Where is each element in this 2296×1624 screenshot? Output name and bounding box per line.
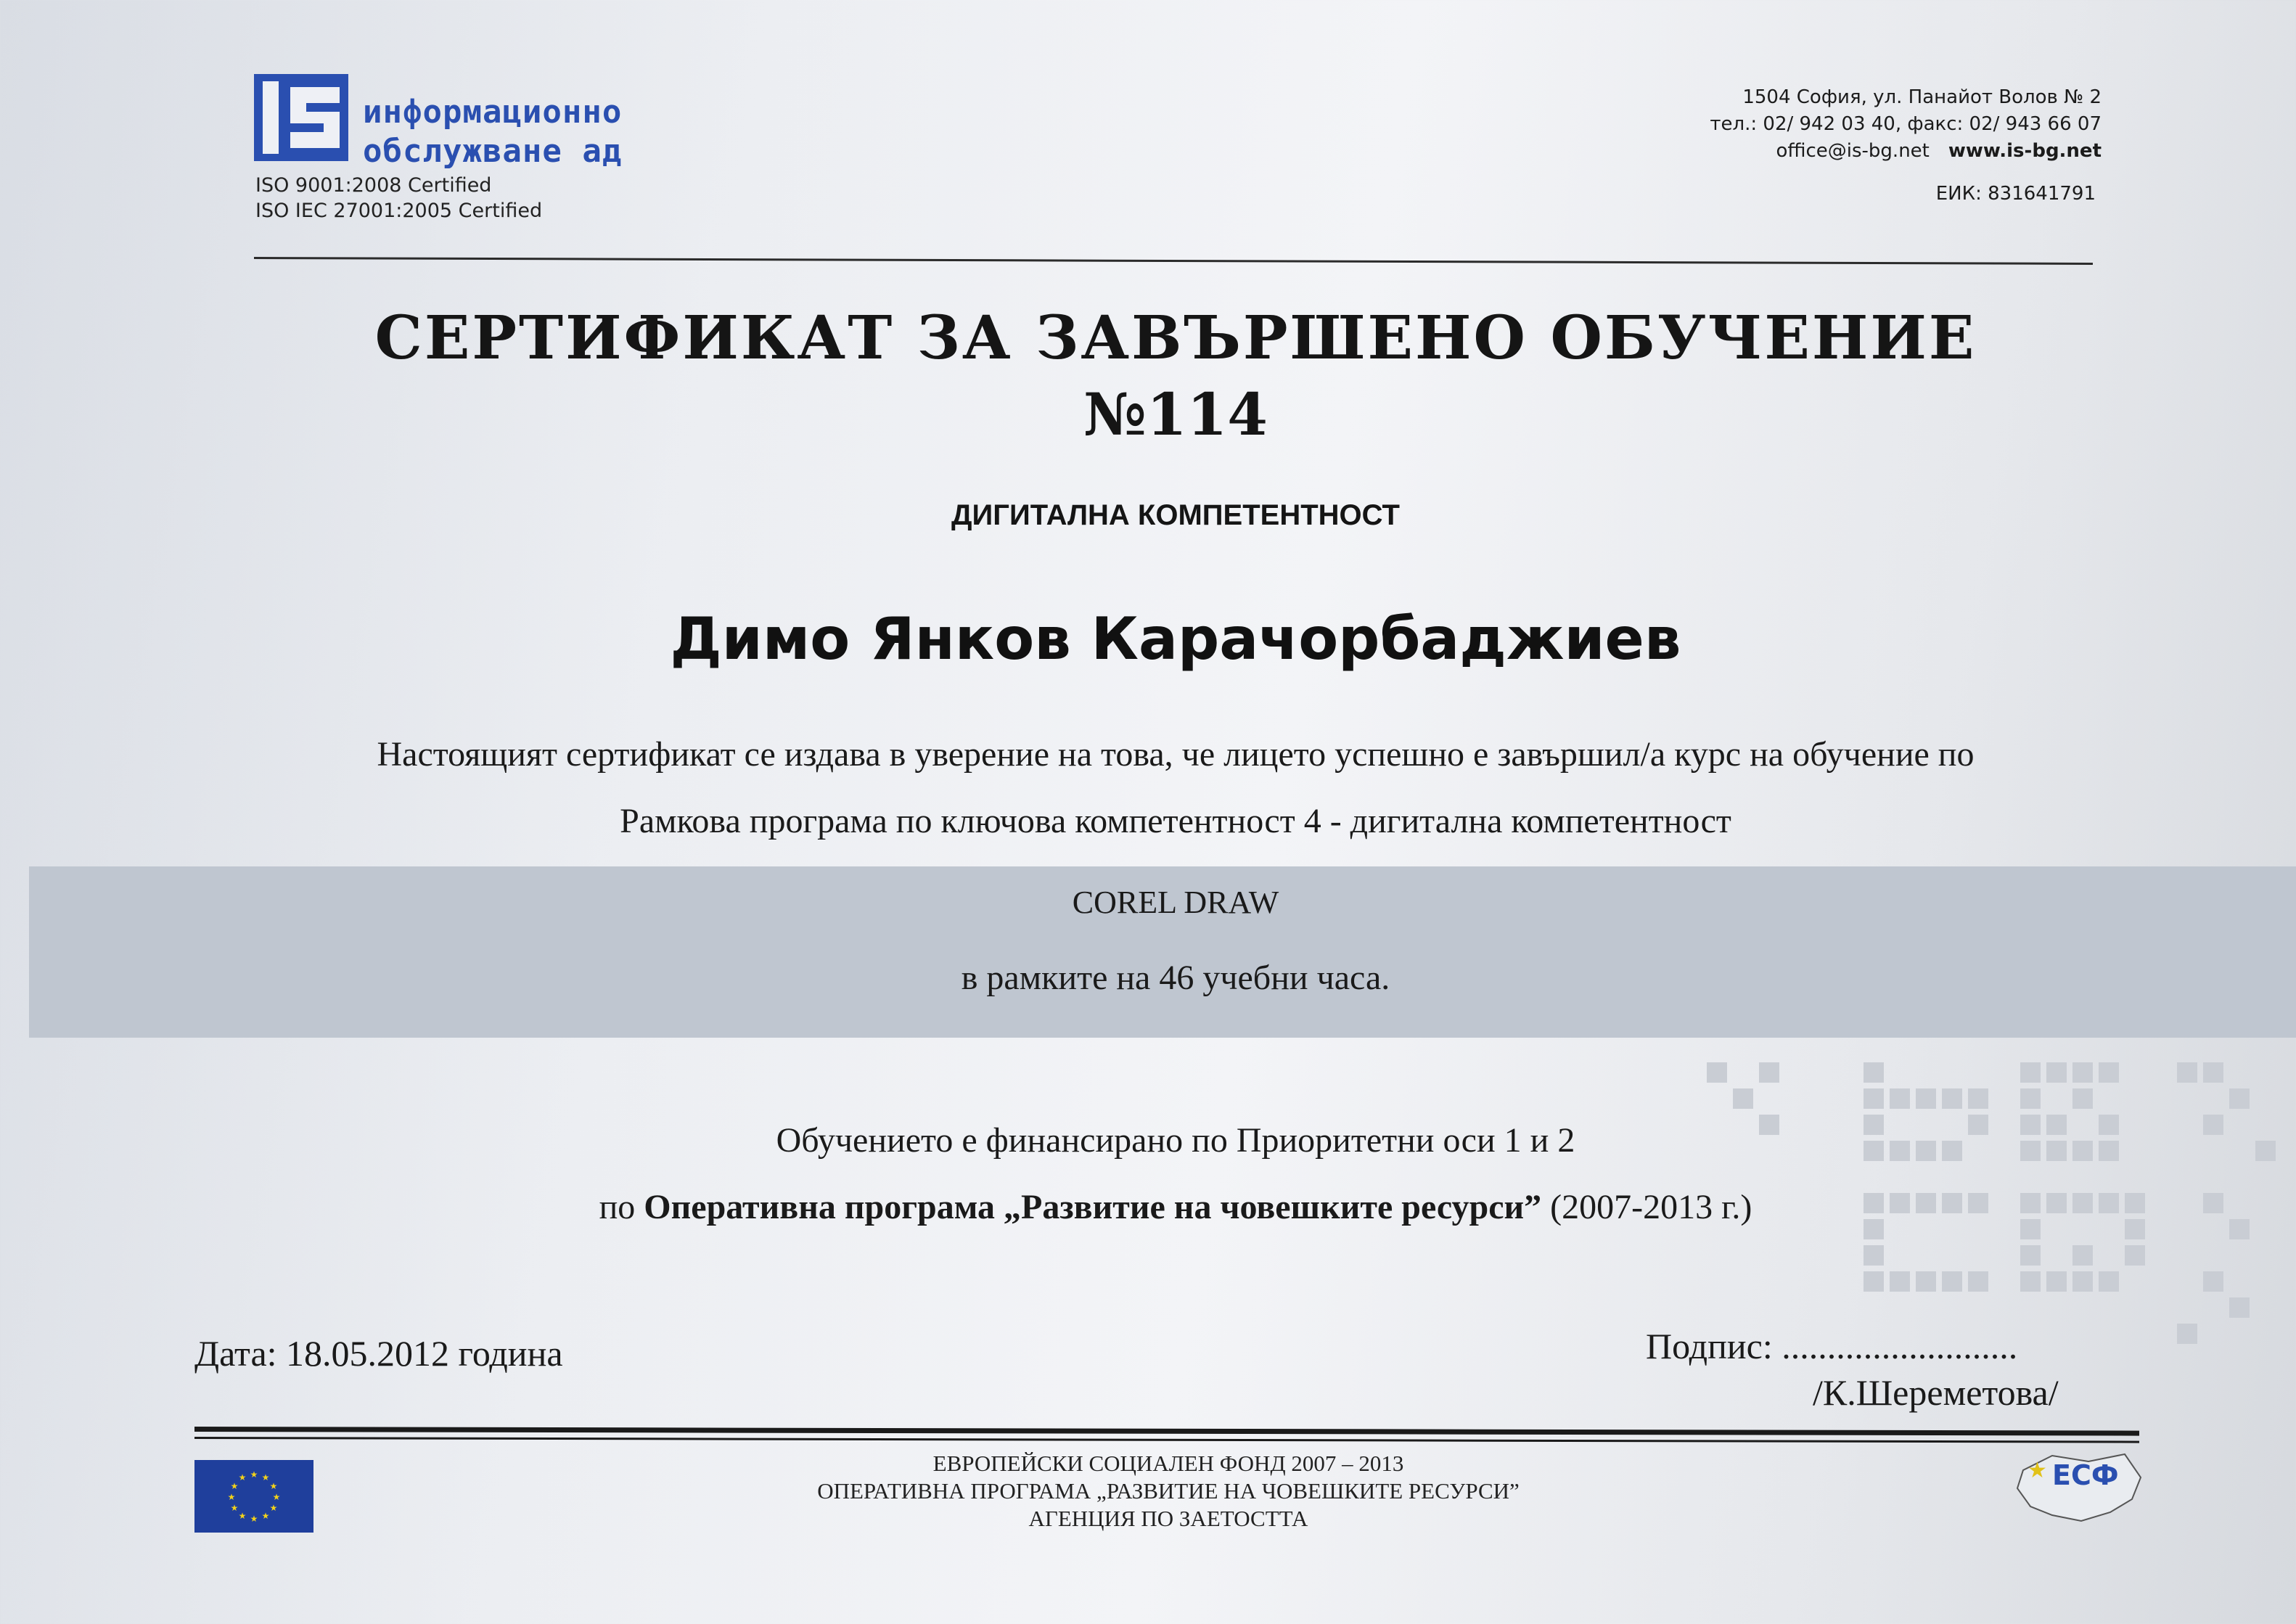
company-name-line2: обслужване ад bbox=[363, 133, 623, 170]
issue-date: Дата: 18.05.2012 година bbox=[194, 1333, 563, 1374]
iso-27001: ISO IEC 27001:2005 Certified bbox=[255, 200, 543, 222]
footer-divider-thick bbox=[194, 1427, 2139, 1436]
footer-text bbox=[0, 1450, 2296, 1533]
program-text: Рамкова програма по ключова компетентност 4 - дигитална компетентност bbox=[620, 802, 1731, 840]
address: 1504 София, ул. Панайот Волов № 2 bbox=[1742, 86, 2102, 108]
recipient-name: Димо Янков Карачорбаджиев bbox=[670, 605, 1681, 673]
company-logo bbox=[254, 74, 348, 161]
eik-number: ЕИК: 831641791 bbox=[1935, 183, 2096, 205]
certificate-subject: ДИГИТАЛНА КОМПЕТЕНТНОСТ bbox=[951, 499, 1400, 531]
footer-line1: ЕВРОПЕЙСКИ СОЦИАЛЕН ФОНД 2007 – 2013 bbox=[932, 1451, 1404, 1476]
funding-program-line bbox=[0, 1187, 2296, 1227]
funding-program: Оперативна програма „Развитие на човешките ресурси” bbox=[644, 1188, 1542, 1226]
certificate-title: СЕРТИФИКАТ ЗА ЗАВЪРШЕНО ОБУЧЕНИЕ bbox=[374, 303, 1977, 373]
certificate-number: №114 bbox=[1083, 380, 1268, 448]
signature-label: Подпис: .......................... bbox=[1646, 1326, 2018, 1366]
course-name: COREL DRAW bbox=[1072, 885, 1279, 920]
esf-logo-text: ЕСФ bbox=[2052, 1459, 2119, 1491]
contact-block bbox=[1710, 84, 2102, 165]
funding-period: (2007-2013 г.) bbox=[1550, 1188, 1752, 1226]
svg-text:★: ★ bbox=[261, 1472, 270, 1482]
iso-certifications bbox=[255, 173, 542, 223]
svg-text:★: ★ bbox=[269, 1481, 278, 1491]
course-hours: в рамките на 46 учебни часа. bbox=[961, 959, 1390, 997]
svg-text:★: ★ bbox=[230, 1481, 239, 1491]
email-web-row bbox=[1710, 138, 2102, 165]
statement-text: Настоящият сертификат се издава в уверение на това, че лицето успешно е завършил/а курс на обучение по bbox=[377, 735, 1975, 774]
company-name-line1: информационно bbox=[363, 94, 623, 131]
footer-line3: АГЕНЦИЯ ПО ЗАЕТОСТТА bbox=[1028, 1506, 1308, 1531]
esf-logo bbox=[2009, 1448, 2147, 1528]
website-link[interactable]: www.is-bg.net bbox=[1948, 140, 2102, 162]
svg-text:★: ★ bbox=[261, 1511, 270, 1521]
iso-9001: ISO 9001:2008 Certified bbox=[255, 174, 492, 197]
header-divider bbox=[254, 257, 2093, 265]
logo-text: IS bbox=[301, 125, 303, 126]
svg-text:★: ★ bbox=[269, 1503, 278, 1513]
footer-divider-thin bbox=[194, 1437, 2139, 1443]
svg-text:★: ★ bbox=[2028, 1458, 2047, 1483]
svg-text:★: ★ bbox=[272, 1492, 281, 1502]
svg-text:★: ★ bbox=[227, 1492, 236, 1502]
svg-text:★: ★ bbox=[250, 1514, 258, 1524]
svg-text:★: ★ bbox=[250, 1469, 258, 1480]
signer-name: /К.Шереметова/ bbox=[1813, 1372, 2059, 1413]
svg-text:★: ★ bbox=[230, 1503, 239, 1513]
email-link[interactable]: office@is-bg.net bbox=[1776, 140, 1930, 162]
phones: тел.: 02/ 942 03 40, факс: 02/ 943 66 07 bbox=[1710, 113, 2102, 135]
company-name bbox=[363, 93, 622, 171]
footer-line2: ОПЕРАТИВНА ПРОГРАМА „РАЗВИТИЕ НА ЧОВЕШКИТЕ РЕСУРСИ” bbox=[817, 1478, 1520, 1504]
svg-text:★: ★ bbox=[238, 1472, 247, 1482]
funding-line: Обучението е финансирано по Приоритетни оси 1 и 2 bbox=[776, 1121, 1575, 1160]
svg-text:★: ★ bbox=[238, 1511, 247, 1521]
funding-prefix: по bbox=[599, 1188, 636, 1226]
